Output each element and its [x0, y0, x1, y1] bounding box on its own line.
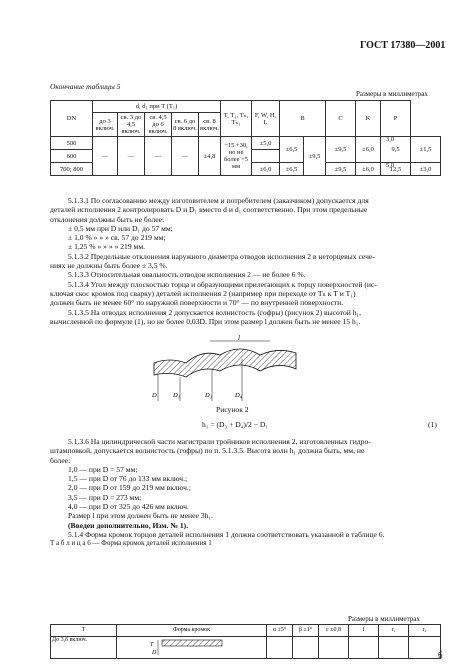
formula-number: (1)	[428, 420, 437, 429]
text-line: 1,0 — при D = 57 мм;	[68, 464, 138, 474]
table-cell: ±9,5	[326, 163, 356, 176]
text-line: отклонения должны быть не более:	[50, 214, 165, 224]
col-form: Форма кромок	[117, 625, 267, 637]
table5	[50, 100, 441, 176]
text-line: 5.1.3.5 На отводах исполнения 2 допускается волнистость (гофры) (рисунок 2) высотой h₁,	[68, 307, 362, 317]
text-line: 5.1.3.2 Предельные отклонения наружного диаметра отводов исполнения 2 в неторцевых сече-	[68, 251, 375, 261]
table5-q-values-2	[386, 162, 394, 169]
text-line: 5.1.3.6 На цилиндрической части магистрали тройников исполнения 2, изготовленных гидро-	[68, 437, 371, 446]
col-b: B	[280, 101, 326, 137]
text-line: должен быть не менее 60° по наружной поверхности и 70° — по внутренней поверхности.	[50, 298, 344, 308]
table6	[50, 624, 441, 659]
table-cell	[252, 150, 280, 163]
figure-2-wave-drawing	[150, 335, 300, 403]
label-D: D	[152, 392, 157, 399]
col-d-group: d, d₁ при T (T₁)	[93, 101, 221, 113]
text-line: ± 0,5 мм при D или D₁ до 57 мм;	[68, 223, 173, 233]
table-cell: 700; 800	[51, 163, 93, 176]
table-cell: —	[172, 137, 199, 176]
table-cell	[293, 637, 319, 659]
table-cell: ±6,0	[356, 137, 381, 163]
table-cell: ±6,0	[252, 163, 280, 176]
col-r2: r₂	[409, 625, 441, 637]
q-value: 5,0	[386, 162, 395, 169]
table-cell: ±6,5	[280, 137, 304, 163]
text-line: 5.1.3.4 Угол между плоскостью торца и образующими прилегающих к торцу поверхностей (ис-	[68, 279, 377, 289]
text-line: ключая скос кромок под сварку) деталей исполнения 2 (например при переходе от Tₙ к T и T₁)	[50, 288, 356, 298]
standard-header: ГОСТ 17380—2001	[360, 40, 446, 51]
table-cell: ±1,5	[411, 137, 441, 163]
table-cell: ±6,5	[280, 163, 304, 176]
paragraph-5131	[50, 196, 377, 326]
col-d-sub: св. 4,5 до 6 включ.	[145, 113, 172, 137]
label-D: D	[151, 650, 156, 655]
table-cell: ±6,0	[356, 163, 381, 176]
table-cell: —	[145, 137, 172, 176]
edge-form-drawing	[122, 637, 262, 655]
text-line: более:	[50, 455, 71, 465]
text-line: 5.1.3.1 По согласованию между изготовителем и потребителем (заказчиком) допускается для	[68, 196, 369, 205]
table-cell: 600	[51, 150, 93, 163]
table-cell: ±9,5	[326, 137, 356, 163]
edge-form-drawing-cell	[117, 637, 267, 659]
table-cell: ±5,0	[252, 137, 280, 150]
text-line: ± 1,0 % » » » св. 57 до 219 мм;	[68, 233, 166, 243]
page-number: 6	[438, 650, 443, 660]
col-t: T	[51, 625, 117, 637]
table-cell: ±4,8	[199, 137, 221, 176]
table-cell: ±9,5	[304, 137, 326, 176]
text-line: 5.1.4 Форма кромок торцов деталей исполнения 1 должна соответствовать указанной в таблице 6.	[68, 529, 385, 539]
col-c: C	[326, 101, 356, 137]
table-cell	[267, 637, 293, 659]
table-cell	[409, 637, 441, 659]
q-value: 3,0	[386, 136, 395, 143]
col-d-sub: св. 8 включ.	[199, 113, 221, 137]
col-f: f	[349, 625, 379, 637]
label-D4: D₄	[235, 392, 242, 399]
text-line: 3,5 — при D = 273 мм;	[68, 492, 142, 502]
col-beta: β ±1°	[293, 625, 319, 637]
table5-caption: Окончание таблицы 5	[50, 82, 121, 91]
table-cell: До 3,6 включ.	[51, 637, 117, 659]
paragraph-5136	[50, 437, 385, 549]
table-cell: 500	[51, 137, 93, 150]
col-d-sub: св. 6 до 8 включ.	[172, 113, 199, 137]
col-alpha: α ±5°	[267, 625, 293, 637]
col-d-sub: св. 3 до 4,5 включ.	[118, 113, 145, 137]
text-line: 5.1.3.3 Относительная овальность отводов исполнения 2 — не более 6 %.	[68, 270, 306, 280]
col-p: P	[381, 101, 411, 137]
text-line: 2,0 — при D от 159 до 219 мм включ.;	[68, 483, 191, 493]
table6-units: Размеры в миллиметрах	[348, 615, 420, 623]
text-line: ± 1,25 % » » » » 219 мм.	[68, 242, 146, 252]
table-cell	[319, 637, 349, 659]
table-cell: —	[93, 137, 118, 176]
table-cell	[379, 637, 409, 659]
col-k: K	[356, 101, 381, 137]
formula-1: h₁ = (D₃ + D₄)/2 − D₁	[202, 420, 269, 429]
label-D3: D₃	[205, 392, 212, 399]
table-cell	[349, 637, 379, 659]
label-l: l	[238, 335, 240, 342]
table-cell: −15 +30, но не более +5 мм	[221, 137, 252, 176]
col-r1: r₁	[379, 625, 409, 637]
label-D1: D₁	[173, 392, 180, 399]
amendment-note: (Введен дополнительно, Изм. № 1).	[68, 520, 189, 530]
col-d-sub: до 3 включ.	[93, 113, 118, 137]
text-line: Размер l при этом должен быть не менее 3h₁.	[68, 511, 213, 521]
table6-caption: Т а б л и ц а 6 — Форма кромок деталей исполнения 1	[50, 539, 212, 548]
text-line: 1,5 — при D от 76 до 133 мм включ.;	[68, 474, 188, 484]
table-cell: ±3,0	[411, 163, 441, 176]
col-ttn: T, T₁, Tₙ, Tₙ₁	[221, 101, 252, 137]
text-line: 4,0 — при D от 325 до 426 мм включ.	[68, 502, 189, 512]
text-line: деталей исполнения 2 контролировать D и D₁ вместо d и d₁ соответственно. При этом предельные	[50, 205, 368, 215]
col-c: c ±0,8	[319, 625, 349, 637]
table5-q-values	[386, 136, 394, 143]
table5-units: Размеры в миллиметрах	[356, 90, 428, 98]
text-line: штамповкой, допускается волнистость (гофры) по п. 5.1.3.5. Высота волн h₁ должна быть, мм, не	[50, 446, 365, 456]
text-line: ниях не должны быть более ± 3,5 %.	[50, 261, 168, 271]
text-line: вычисленной по формуле (1), но не более 0,03D. При этом размер l должен быть не менее 15 h₁.	[50, 316, 361, 326]
table-cell: 12,5	[381, 163, 411, 176]
figure-2-caption: Рисунок 2	[216, 405, 249, 414]
table-cell: —	[118, 137, 145, 176]
table-cell: 9,5	[381, 137, 411, 163]
label-T: T	[149, 642, 153, 648]
col-fwhl: F, W, H, L	[252, 101, 280, 137]
col-dn: DN	[51, 101, 93, 137]
